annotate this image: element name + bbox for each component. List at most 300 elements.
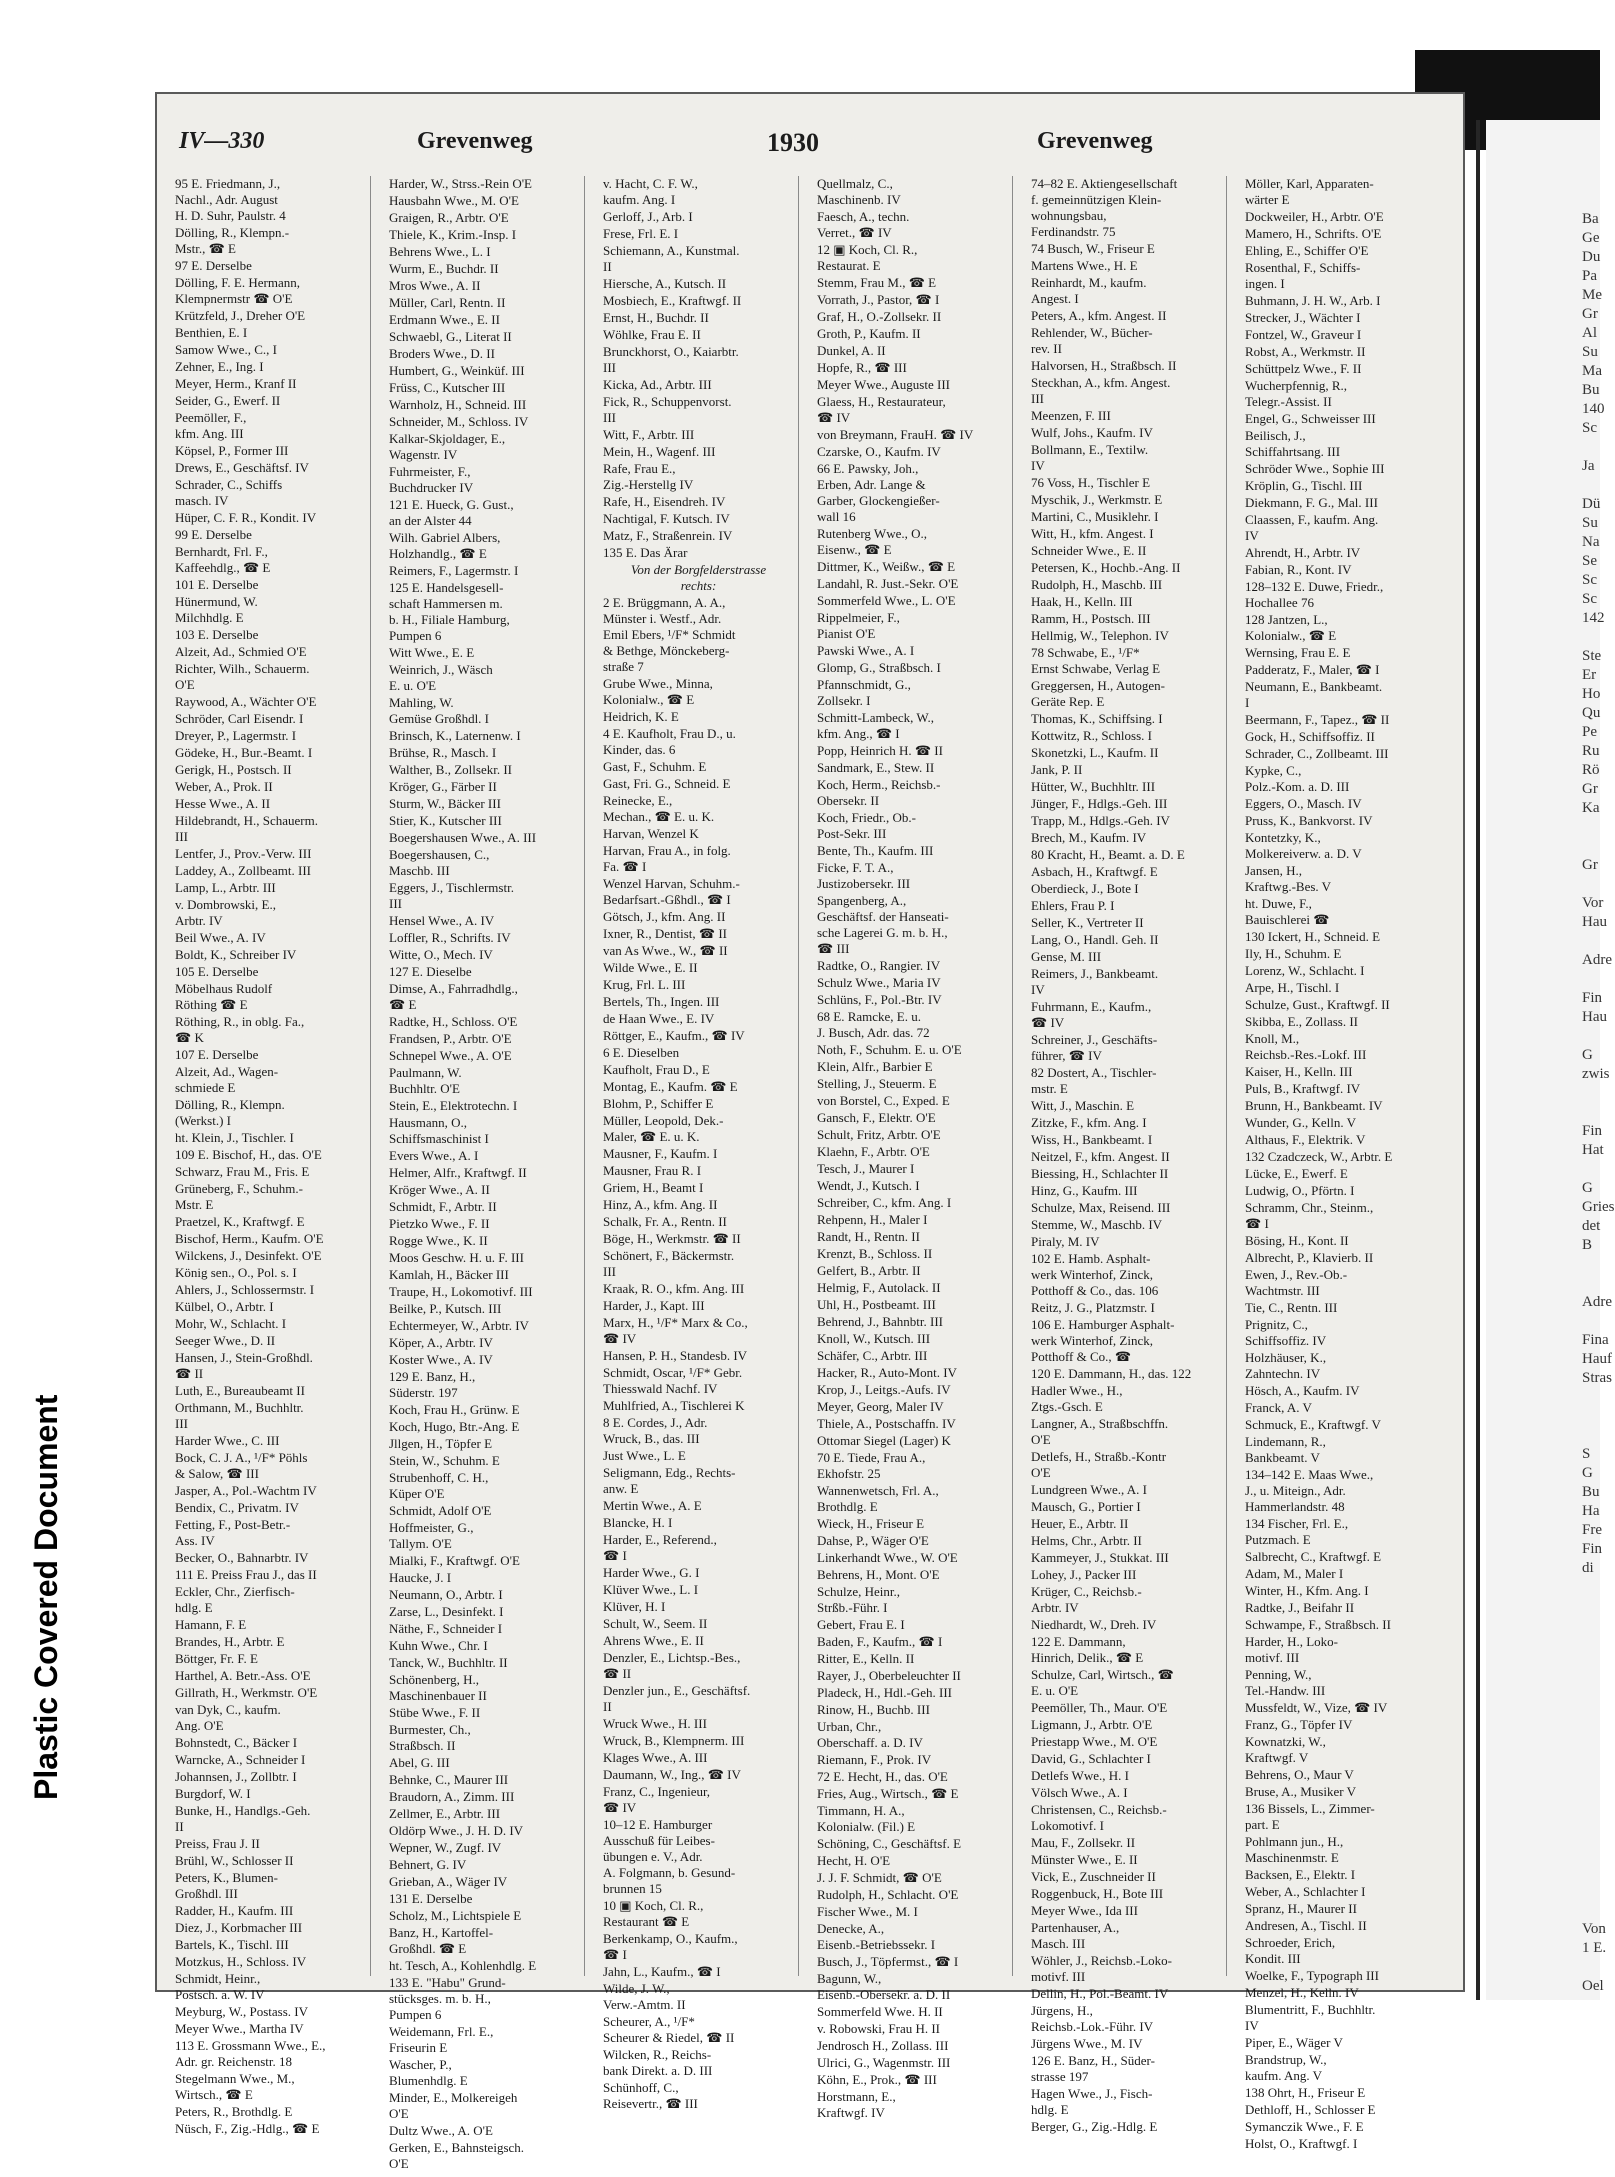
directory-entry: Fabian, R., Kont. IV (1245, 562, 1352, 577)
directory-entry: Blancke, H. I (603, 1515, 673, 1530)
directory-entry: 68 E. Ramcke, E. u. J. Busch, Adr. das. 72 (817, 1009, 930, 1040)
directory-entry: Alzeit, Ad., Schmied O'E (175, 644, 307, 659)
directory-entry: Rogge Wwe., K. II (389, 1233, 488, 1248)
directory-entry: Denzler jun., E., Geschäftsf. II (603, 1683, 751, 1714)
adjacent-page-fragment: Dü (1582, 496, 1601, 512)
directory-entry: Götsch, J., kfm. Ang. II (603, 909, 726, 924)
directory-entry: 4 E. Kaufholt, Frau D., u. Kinder, das. 6 (603, 726, 736, 757)
directory-entry: Stegelmann Wwe., M., Wirtsch., ☎ E (175, 2071, 295, 2102)
directory-entry: Warncke, A., Schneider I (175, 1752, 306, 1767)
directory-entry: Rutenberg Wwe., O., Eisenw., ☎ E (817, 526, 927, 557)
adjacent-page-fragment (1486, 1692, 1600, 1711)
directory-entry: 8 E. Cordes, J., Adr. Wruck, B., das. III (603, 1415, 708, 1446)
directory-entry: Koch, Hugo, Btr.-Ang. E (389, 1419, 520, 1434)
directory-entry: Krüger, C., Reichsb.- Arbtr. IV (1031, 1584, 1142, 1615)
book-gutter (1476, 120, 1480, 2000)
directory-entry: Bertels, Th., Ingen. III (603, 994, 720, 1009)
adjacent-page-fragment (1486, 1388, 1600, 1407)
directory-entry: Landahl, R. Just.-Sekr. O'E (817, 576, 959, 591)
directory-entry: Wöhler, J., Reichsb.-Loko- motivf. III (1031, 1953, 1173, 1984)
directory-entry: 134–142 E. Maas Wwe., J., u. Miteign., Adr. Hammerlandstr. 48 (1245, 1467, 1374, 1514)
directory-entry: Heidrich, K. E (603, 709, 679, 724)
directory-entry: Pietzko Wwe., F. II (389, 1216, 490, 1231)
directory-entry: Abel, G. III (389, 1755, 450, 1770)
adjacent-page-fragment: Sc (1582, 572, 1597, 588)
directory-entry: Jllgen, H., Töpfer E (389, 1436, 493, 1451)
directory-entry: Witt Wwe., E. E (389, 645, 475, 660)
directory-entry: Horstmann, E., Kraftwgf. IV (817, 2089, 896, 2120)
adjacent-page-fragment (1486, 1274, 1600, 1293)
adjacent-page-edge (1486, 120, 1615, 2000)
directory-entry: 10–12 E. Hamburger Ausschuß für Leibes- übungen e. V., Adr. A. Folgmann, b. Gesund- brunnen 15 (603, 1817, 736, 1896)
directory-entry: Frese, Frl. E. I (603, 226, 679, 241)
directory-entry: Näthe, F., Schneider I (389, 1621, 503, 1636)
directory-entry: Bente, Th., Kaufm. III (817, 843, 934, 858)
directory-entry: Reimers, F., Lagermstr. I (389, 563, 519, 578)
adjacent-page-fragment (1486, 1673, 1600, 1692)
directory-entry: Partenhauser, A., Masch. III (1031, 1920, 1120, 1951)
directory-entry: Möller, Karl, Apparaten- wärter E (1245, 176, 1374, 207)
directory-entry: Frandsen, P., Arbtr. O'E (389, 1031, 512, 1046)
adjacent-page-fragment (1486, 1901, 1600, 1920)
directory-entry: Stemm, Frau M., ☎ E (817, 275, 937, 290)
directory-entry: Harder Wwe., G. I (603, 1565, 700, 1580)
directory-entry: 113 E. Grossmann Wwe., E., Adr. gr. Reichenstr. 18 (175, 2038, 326, 2069)
directory-entry: Schult, W., Seem. II (603, 1616, 708, 1631)
directory-entry: Wannenwetsch, Frl. A., Brothdlg. E (817, 1483, 939, 1514)
directory-entry: Kalkar-Skjoldager, E., Wagenstr. IV (389, 431, 506, 462)
directory-entry: Mausch, G., Portier I (1031, 1499, 1141, 1514)
directory-entry: Fuhrmann, E., Kaufm., ☎ IV (1031, 999, 1152, 1030)
directory-entry: Groth, P., Kaufm. II (817, 326, 921, 341)
directory-entry: Harvan, Wenzel K (603, 826, 699, 841)
adjacent-page-fragment (1486, 1882, 1600, 1901)
directory-entry: Uhl, H., Postbeamt. III (817, 1297, 936, 1312)
directory-entry: de Haan Wwe., E. IV (603, 1011, 715, 1026)
directory-entry: Beilisch, J., Schiffahrtsang. III (1245, 428, 1341, 459)
directory-entry: Helms, Chr., Arbtr. II (1031, 1533, 1142, 1548)
directory-entry: Ahrendt, H., Arbtr. IV (1245, 545, 1361, 560)
directory-entry: Petersen, K., Hochb.-Ang. II (1031, 560, 1181, 575)
directory-entry: Reimers, J., Bankbeamt. IV (1031, 966, 1159, 997)
directory-entry: Braudorn, A., Zimm. III (389, 1789, 515, 1804)
directory-entry: Martini, C., Musiklehr. I (1031, 509, 1159, 524)
directory-entry: Brinsch, K., Laternenw. I (389, 728, 521, 743)
directory-entry: Humbert, G., Weinküf. III (389, 363, 525, 378)
directory-entry: Bock, C. J. A., ¹/F* Pöhls & Salow, ☎ III (175, 1450, 308, 1481)
directory-entry: Andresen, A., Tischl. II (1245, 1918, 1367, 1933)
directory-entry: Gebert, Frau E. I (817, 1617, 905, 1632)
directory-entry: 12 ▣ Koch, Cl. R., Restaurat. E (817, 242, 918, 273)
directory-entry: Bruse, A., Musiker V (1245, 1784, 1356, 1799)
adjacent-page-fragment: Hau (1582, 1009, 1607, 1025)
directory-entry: Samow Wwe., C., I (175, 342, 277, 357)
directory-entry: Radtke, J., Beifahr II (1245, 1600, 1355, 1615)
directory-entry: Richter, Wilh., Schauerm. O'E (175, 661, 310, 692)
directory-entry: Jünger, F., Hdlgs.-Geh. III (1031, 796, 1168, 811)
directory-entry: 109 E. Bischof, H., das. O'E (175, 1147, 322, 1162)
directory-entry: Lohey, J., Packer III (1031, 1567, 1137, 1582)
directory-entry: Strubenhoff, C. H., Küper O'E (389, 1470, 489, 1501)
directory-entry: Claassen, F., kaufm. Ang. IV (1245, 512, 1379, 543)
directory-entry: Denzler, E., Lichtsp.-Bes., ☎ II (603, 1650, 741, 1681)
directory-entry: Stier, K., Kutscher III (389, 813, 502, 828)
directory-entry: Lücke, E., Ewerf. E (1245, 1166, 1348, 1181)
adjacent-page-fragment: Hat (1582, 1142, 1604, 1158)
directory-entry: Ritter, E., Kelln. II (817, 1651, 915, 1666)
directory-entry: van Dyk, C., kaufm. Ang. O'E (175, 1702, 281, 1733)
directory-entry: Penning, W., Tel.-Handw. III (1245, 1667, 1326, 1698)
directory-entry: Piraly, M. IV (1031, 1234, 1100, 1249)
adjacent-page-fragment: Hau (1582, 914, 1607, 930)
directory-entry: Thiele, K., Krim.-Insp. I (389, 227, 517, 242)
directory-entry: Fischer Wwe., M. I (817, 1904, 918, 1919)
directory-entry: Buhmann, J. H. W., Arb. I (1245, 293, 1381, 308)
directory-entry: Gerken, E., Bahnsteigsch. O'E (389, 2140, 525, 2171)
street-name-left: Grevenweg (417, 128, 533, 154)
directory-entry: Krützfeld, J., Dreher O'E (175, 308, 306, 323)
directory-entry: Zehner, E., Ing. I (175, 359, 264, 374)
directory-entry: 111 E. Preiss Frau J., das II (175, 1567, 317, 1582)
directory-entry: Stein, E., Elektrotechn. I (389, 1098, 518, 1113)
directory-entry: Skonetzki, L., Kaufm. II (1031, 745, 1159, 760)
directory-entry: 74–82 E. Aktiengesellschaft f. gemeinnützigen Klein- wohnungsbau, Ferdinandstr. 75 (1031, 176, 1178, 239)
directory-entry: Dethloff, H., Schlosser E (1245, 2102, 1376, 2117)
directory-column-6 (1241, 176, 1441, 2151)
directory-entry: Pladeck, H., Hdl.-Geh. III (817, 1685, 953, 1700)
directory-entry: Grüneberg, F., Schuhm.- Mstr. E (175, 1181, 303, 1212)
adjacent-page-fragment: Ha (1582, 1503, 1600, 1519)
directory-entry: Bischof, Herm., Kaufm. O'E (175, 1231, 324, 1246)
directory-entry: Holst, O., Kraftwgf. I (1245, 2136, 1358, 2151)
directory-entry: ht. Klein, J., Tischler. I (175, 1130, 294, 1145)
adjacent-page-fragment: Se (1582, 553, 1597, 569)
directory-entry: Schroeder, Erich, Kondit. III (1245, 1935, 1336, 1966)
directory-entry: Witt, J., Maschin. E (1031, 1098, 1135, 1113)
directory-entry: 126 E. Banz, H., Süder- strasse 197 (1031, 2053, 1155, 2084)
directory-entry: Stübe Wwe., F. II (389, 1705, 481, 1720)
directory-entry: Witt, F., Arbtr. III (603, 427, 695, 442)
directory-entry: Mialki, F., Kraftwgf. O'E (389, 1553, 520, 1568)
directory-entry: Luth, E., Bureaubeamt II (175, 1383, 305, 1398)
directory-entry: Radtke, H., Schloss. O'E (389, 1014, 518, 1029)
adjacent-page-fragment: Ge (1582, 230, 1600, 246)
directory-entry: Beil Wwe., A. IV (175, 930, 266, 945)
directory-entry: Ily, H., Schuhm. E (1245, 946, 1342, 961)
directory-entry: Ficke, F. T. A., Justizobersekr. III (817, 860, 911, 891)
directory-entry: Köper, A., Arbtr. IV (389, 1335, 493, 1350)
directory-entry: Dunkel, A. II (817, 343, 886, 358)
adjacent-page-fragment: G (1582, 1465, 1593, 1481)
directory-entry: Neumann, O., Arbtr. I (389, 1587, 503, 1602)
adjacent-page-fragment: Fin (1582, 990, 1603, 1006)
directory-entry: Harvan, Frau A., in folg. Fa. ☎ I (603, 843, 731, 874)
directory-entry: Adam, M., Maler I (1245, 1566, 1344, 1581)
adjacent-page-fragment: Er (1582, 667, 1597, 683)
adjacent-page-fragment (1486, 1730, 1600, 1749)
directory-entry: Gansch, F., Elektr. O'E (817, 1110, 936, 1125)
directory-entry: Mros Wwe., A. II (389, 278, 481, 293)
directory-entry: Meyer Wwe., Auguste III (817, 377, 950, 392)
directory-entry: Salbrecht, C., Kraftwgf. E (1245, 1549, 1382, 1564)
directory-entry: Kontetzky, K., Molkereiverw. a. D. V (1245, 830, 1362, 861)
directory-entry: Hopfe, R., ☎ III (817, 360, 907, 375)
directory-entry: Dreyer, P., Lagermstr. I (175, 728, 297, 743)
page-header (157, 94, 1463, 166)
directory-entry: Gast, Fri. G., Schneid. E (603, 776, 731, 791)
directory-entry: Schult, Fritz, Arbtr. O'E (817, 1127, 941, 1142)
directory-entry: Schiemann, A., Kunstmal. II (603, 243, 740, 274)
directory-entry: Moos Geschw. H. u. F. III (389, 1250, 524, 1265)
adjacent-page-fragment (1486, 1426, 1600, 1445)
directory-entry: Wilh. Gabriel Albers, Holzhandlg., ☎ E (389, 530, 501, 561)
directory-entry: Schmidt, Heinr., Postsch. a. W. IV (175, 1971, 265, 2002)
adjacent-page-fragment: zwis (1582, 1066, 1610, 1082)
directory-entry: 121 E. Hueck, G. Gust., an der Alster 44 (389, 497, 514, 528)
directory-entry: Jasper, A., Pol.-Wachtm IV (175, 1483, 317, 1498)
directory-entry: Woelke, F., Typograph III (1245, 1968, 1379, 1983)
directory-entry: Berkenkamp, O., Kaufm., ☎ I (603, 1931, 738, 1962)
directory-entry: Benthien, E. I (175, 325, 248, 340)
directory-entry: Schönert, F., Bäckermstr. III (603, 1248, 735, 1279)
adjacent-page-fragment: Von (1582, 1921, 1606, 1937)
directory-entry: Dölling, R., Klempn.- Mstr., ☎ E (175, 225, 290, 256)
directory-entry: Gast, F., Schuhm. E (603, 759, 707, 774)
adjacent-page-fragment: Sc (1582, 420, 1597, 436)
directory-entry: Peters, R., Brothdlg. E (175, 2104, 293, 2119)
directory-entry: Schramm, Chr., Steinm., ☎ I (1245, 1200, 1374, 1231)
directory-entry: Wucherpfennig, R., Telegr.-Assist. II (1245, 378, 1348, 409)
adjacent-page-fragment (1486, 875, 1600, 894)
directory-entry: Lindemann, R., Bankbeamt. V (1245, 1434, 1326, 1465)
directory-entry: Minder, E., Molkereigeh O'E (389, 2090, 518, 2121)
directory-entry: Just Wwe., L. E (603, 1448, 686, 1463)
adjacent-page-fragment: Adre (1582, 952, 1612, 968)
directory-entry: Johannsen, J., Zollbtr. I (175, 1769, 297, 1784)
directory-entry: Schreiber, C., kfm. Ang. I (817, 1195, 952, 1210)
directory-entry: Dultz Wwe., A. O'E (389, 2123, 493, 2138)
directory-entry: Meyer, Herm., Kranf II (175, 376, 297, 391)
adjacent-page-fragment: Fina (1582, 1332, 1609, 1348)
directory-entry: Schrader, C., Zollbeamt. III (1245, 746, 1389, 761)
directory-entry: Neumann, E., Bankbeamt. I (1245, 679, 1383, 710)
directory-entry: Schulz Wwe., Maria IV (817, 975, 941, 990)
directory-entry: Jank, P. II (1031, 762, 1083, 777)
directory-entry: Franz, C., Ingenieur, ☎ IV (603, 1784, 711, 1815)
directory-entry: Schüttpelz Wwe., F. II (1245, 361, 1362, 376)
directory-entry: 2 E. Brüggmann, A. A., Münster i. Westf., Adr. Emil Ebers, ¹/F* Schmidt & Bethge, Mönckeberg- straße 7 (603, 595, 736, 674)
directory-entry: Röttger, E., Kaufm., ☎ IV (603, 1028, 745, 1043)
plastic-covered-label: Plastic Covered Document (28, 1394, 64, 1800)
directory-entry: Bendix, C., Privatm. IV (175, 1500, 299, 1515)
adjacent-page-fragment (1486, 1749, 1600, 1768)
adjacent-page-fragment: Ru (1582, 743, 1600, 759)
directory-entry: Schnepel Wwe., A. O'E (389, 1048, 512, 1063)
directory-entry: Eggers, J., Tischlermstr. III (389, 880, 514, 911)
directory-entry: 129 E. Banz, H., Süderstr. 197 (389, 1369, 476, 1400)
directory-entry: Krug, Frl. L. III (603, 977, 686, 992)
directory-entry: Wiss, H., Bankbeamt. I (1031, 1132, 1153, 1147)
directory-entry: Noth, F., Schuhm. E. u. O'E (817, 1042, 962, 1057)
adjacent-page-fragment (1486, 438, 1600, 457)
directory-entry: Pohlmann jun., H., Maschinenmstr. E (1245, 1834, 1344, 1865)
directory-entry: Christensen, C., Reichsb.- Lokomotivf. I (1031, 1802, 1167, 1833)
directory-entry: Müller, Carl, Rentn. II (389, 295, 506, 310)
directory-entry: Wilde, J. W., Verw.-Amtm. II (603, 1981, 686, 2012)
adjacent-page-fragment (1486, 1027, 1600, 1046)
directory-entry: 122 E. Dammann, Hinrich, Delik., ☎ E (1031, 1634, 1144, 1665)
directory-entry: 102 E. Hamb. Asphalt- werk Winterhof, Zinck, Potthoff & Co., das. 106 (1031, 1251, 1159, 1298)
directory-entry: Radder, H., Kaufm. III (175, 1903, 294, 1918)
directory-entry: Asbach, H., Kraftwgf. E (1031, 864, 1158, 879)
directory-entry: Spranz, H., Maurer II (1245, 1901, 1357, 1916)
adjacent-page-fragment (1486, 476, 1600, 495)
directory-entry: Hünermund, W. Milchhdlg. E (175, 594, 258, 625)
directory-page (155, 92, 1465, 2171)
directory-entry: Ottomar Siegel (Lager) K (817, 1433, 951, 1448)
directory-entry: Strecker, J., Wächter I (1245, 310, 1361, 325)
directory-entry: Rudolph, H., Maschb. III (1031, 577, 1163, 592)
directory-entry: 74 Busch, W., Friseur E (1031, 241, 1155, 256)
adjacent-page-fragment (1486, 1616, 1600, 1635)
adjacent-page-fragment: 140 (1582, 401, 1605, 417)
directory-entry: Klaehn, F., Arbtr. O'E (817, 1144, 930, 1159)
directory-entry: Mamero, H., Schrifts. O'E (1245, 226, 1382, 241)
directory-entry: Schöning, C., Geschäftsf. E (817, 1836, 962, 1851)
directory-entry: Riemann, F., Prok. IV (817, 1752, 932, 1767)
directory-entry: Röthing, R., in oblg. Fa., ☎ K (175, 1014, 305, 1045)
adjacent-page-fragment: S (1582, 1446, 1591, 1462)
directory-entry: Detlefs, H., Straßb.-Kontr O'E (1031, 1449, 1167, 1480)
directory-entry: Becker, O., Bahnarbtr. IV (175, 1550, 309, 1565)
directory-entry: Behrend, J., Bahnbtr. III (817, 1314, 944, 1329)
adjacent-page-fragment (1486, 837, 1600, 856)
directory-entry: Kuhn Wwe., Chr. I (389, 1638, 488, 1653)
adjacent-page-fragment: Vor (1582, 895, 1604, 911)
directory-entry: Pruss, K., Bankvorst. IV (1245, 813, 1373, 828)
directory-entry: Mein, H., Wagenf. III (603, 444, 716, 459)
adjacent-page-text (1486, 120, 1615, 1996)
directory-entry: Scholz, M., Lichtspiele E (389, 1908, 522, 1923)
adjacent-page-fragment (1486, 1597, 1600, 1616)
directory-entry: Stelling, J., Steuerm. E (817, 1076, 937, 1091)
directory-entry: Boldt, K., Schreiber IV (175, 947, 297, 962)
adjacent-page-fragment: det (1582, 1218, 1601, 1234)
directory-entry: Hagen Wwe., J., Fisch- hdlg. E (1031, 2086, 1153, 2117)
directory-entry: Muhlfried, A., Tischlerei K (603, 1398, 745, 1413)
adjacent-page-fragment: Me (1582, 287, 1602, 303)
directory-entry: Seeger Wwe., D. II (175, 1333, 276, 1348)
directory-entry: Kamlah, H., Bäcker III (389, 1267, 509, 1282)
directory-entry: Hansen, P. H., Standesb. IV (603, 1348, 748, 1363)
directory-entry: Broders Wwe., D. II (389, 346, 495, 361)
directory-entry: Jendrosch H., Zollass. III (817, 2038, 949, 2053)
directory-entry: Völsch Wwe., A. I (1031, 1785, 1128, 1800)
directory-entry: Kypke, C., Polz.-Kom. a. D. III (1245, 763, 1350, 794)
directory-entry: Ehling, E., Schiffer O'E (1245, 243, 1369, 258)
directory-entry: Glomp, G., Straßbsch. I (817, 660, 941, 675)
directory-entry: v. Dombrowski, E., Arbtr. IV (175, 897, 276, 928)
directory-entry: Ahlers, J., Schlossermstr. I (175, 1282, 315, 1297)
directory-entry: Hildebrandt, H., Schauerm. III (175, 813, 318, 844)
directory-entry: Graigen, R., Arbtr. O'E (389, 210, 509, 225)
directory-entry: Hiersche, A., Kutsch. II (603, 276, 727, 291)
directory-entry: Peters, A., kfm. Angest. II (1031, 308, 1167, 323)
directory-entry: 101 E. Derselbe (175, 577, 259, 592)
directory-entry: Schulze, Heinr., Strßb.-Führ. I (817, 1584, 901, 1615)
directory-entry: Graf, H., O.-Zollsekr. II (817, 309, 942, 324)
adjacent-page-fragment: Pa (1582, 268, 1597, 284)
adjacent-page-fragment: Fin (1582, 1541, 1603, 1557)
directory-entry: Köhn, E., Prok., ☎ III (817, 2072, 937, 2087)
adjacent-page-fragment: Gr (1582, 781, 1598, 797)
directory-entry: 103 E. Derselbe (175, 627, 259, 642)
directory-entry: Schulze, Gust., Kraftwgf. II (1245, 997, 1390, 1012)
directory-entry: David, G., Schlachter I (1031, 1751, 1151, 1766)
directory-entry: Weinrich, J., Wäsch E. u. O'E (389, 662, 493, 693)
directory-entry: Holzhäuser, K., Zahntechn. IV (1245, 1350, 1327, 1381)
directory-entry: Beermann, F., Tapez., ☎ II (1245, 712, 1390, 727)
directory-entry: Külbel, O., Arbtr. I (175, 1299, 274, 1314)
directory-entry: Dockweiler, H., Arbtr. O'E (1245, 209, 1384, 224)
directory-entry: Rehpenn, H., Maler I (817, 1212, 928, 1227)
directory-entry: Bagunn, W., Eisenb.-Obersekr. a. D. II (817, 1971, 951, 2002)
directory-entry: Rafe, Frau E., Zig.-Herstellg IV (603, 461, 694, 492)
adjacent-page-fragment (1486, 1844, 1600, 1863)
directory-entry: Praetzel, K., Kraftwgf. E (175, 1214, 305, 1229)
directory-entry: Helmig, F., Autolack. II (817, 1280, 941, 1295)
directory-entry: Mahling, W. Gemüse Großhdl. I (389, 695, 490, 726)
directory-entry: Orthmann, M., Buchhltr. III (175, 1400, 304, 1431)
directory-entry: Seligmann, Edg., Rechts- anw. E (603, 1465, 736, 1496)
directory-entry: Berger, G., Zig.-Hdlg. E (1031, 2119, 1158, 2134)
directory-entry: Lundgreen Wwe., A. I (1031, 1482, 1148, 1497)
directory-entry: Diez, J., Korbmacher III (175, 1920, 303, 1935)
directory-entry: Loffler, R., Schrifts. IV (389, 930, 511, 945)
directory-entry: Busch, J., Töpfermst., ☎ I (817, 1954, 959, 1969)
directory-entry: Raywood, A., Wächter O'E (175, 694, 317, 709)
directory-entry: Oberdieck, J., Bote I (1031, 881, 1139, 896)
directory-entry: Oldörp Wwe., J. H. D. IV (389, 1823, 524, 1838)
directory-entry: Jahn, L., Kaufm., ☎ I (603, 1964, 721, 1979)
directory-entry: Niedhardt, W., Dreh. IV (1031, 1617, 1157, 1632)
directory-column-1 (171, 176, 371, 2136)
adjacent-page-fragment: Gr (1582, 857, 1598, 873)
directory-entry: Wurm, E., Buchdr. II (389, 261, 499, 276)
adjacent-page-fragment (1486, 628, 1600, 647)
directory-entry: Denecke, A., Eisenb.-Betriebssekr. I (817, 1921, 936, 1952)
directory-entry: Lamp, L., Arbtr. III (175, 880, 276, 895)
directory-entry: Jansen, H., Kraftwg.-Bes. V (1245, 863, 1332, 894)
adjacent-page-fragment: di (1582, 1560, 1594, 1576)
directory-entry: Böttger, Fr. F. E (175, 1651, 258, 1666)
directory-entry: 78 Schwabe, E., ¹/F* Ernst Schwabe, Verlag E (1031, 645, 1161, 676)
directory-entry: Von der Borgfelderstrasse rechts: (630, 562, 767, 593)
directory-column-2 (385, 176, 585, 2171)
directory-entry: Meyburg, W., Postass. IV (175, 2004, 309, 2019)
directory-entry: Bösing, H., Kont. II (1245, 1233, 1349, 1248)
directory-entry: Schmidt, F., Arbtr. II (389, 1199, 497, 1214)
directory-entry: Ixner, R., Dentist, ☎ II (603, 926, 727, 941)
directory-entry: Popp, Heinrich H. ☎ II (817, 743, 943, 758)
directory-entry: Reinecke, E., Mechan., ☎ E. u. K. (603, 793, 715, 824)
directory-entry: Meyer Wwe., Ida III (1031, 1903, 1138, 1918)
adjacent-page-fragment: Bu (1582, 1484, 1600, 1500)
adjacent-page-fragment: 1 E. (1582, 1940, 1607, 1956)
directory-entry: Quellmalz, C., Maschinenb. IV (817, 176, 901, 207)
directory-entry: Rinow, H., Buchb. III (817, 1702, 930, 1717)
directory-entry: 82 Dostert, A., Tischler- mstr. E (1031, 1065, 1157, 1096)
